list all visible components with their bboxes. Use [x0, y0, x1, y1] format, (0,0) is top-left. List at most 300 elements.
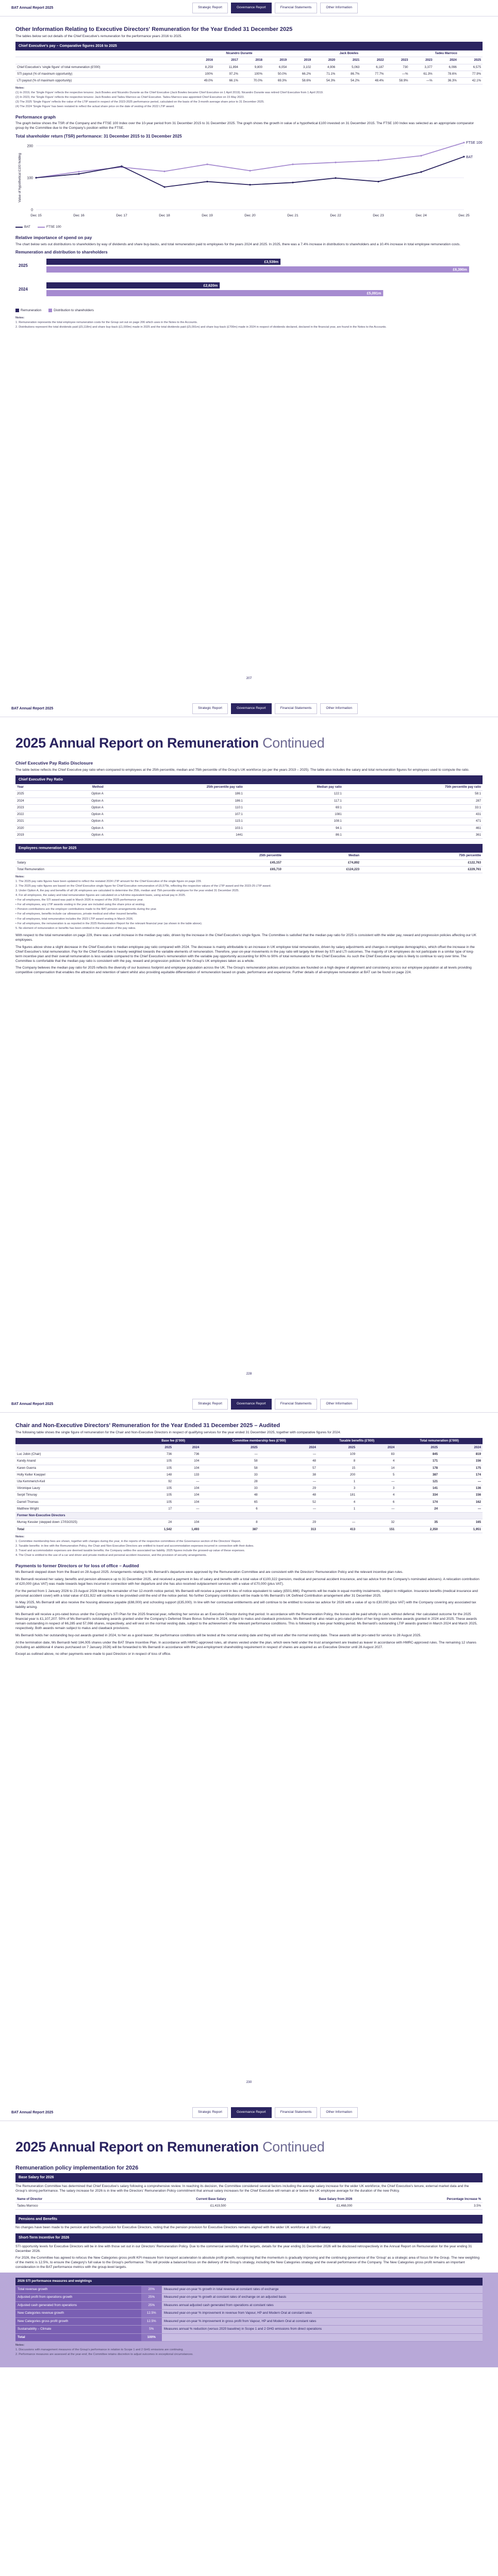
- page-230: [0, 1396, 498, 2105]
- note-line: Notes:: [15, 875, 25, 879]
- performance-graph-heading: Performance graph: [15, 114, 56, 120]
- table-header: [15, 784, 483, 791]
- year-header: 2020: [312, 57, 337, 64]
- table-cell: 181: [318, 1492, 357, 1499]
- table-cell: 6,054: [264, 64, 288, 71]
- data-point-bat: [121, 165, 122, 167]
- table-cell: 42.1%: [458, 78, 483, 84]
- table-cell: Option A: [51, 804, 105, 811]
- sti-text-1: STI opportunity levels for Executive Directors will be in line with those set out in our Directors' Remuneration Policy. Due to the commercial sensitivity of the targets, details for the year ending 31 December 2026 will be disclosed retrospectively in the Annual Report on Remuneration for the year ending 31 December 2026.: [15, 2244, 472, 2253]
- note-line: 2. Performance measures are assessed at the year-end; the Committee retains discretion to adjust outcomes in exceptional circumstances.: [15, 2353, 193, 2357]
- table-cell: 48: [201, 1492, 259, 1499]
- column-header: Current Base Salary: [113, 2196, 228, 2203]
- year-header: 2017: [214, 57, 240, 64]
- note-line: 5. No element of remuneration or benefits has been omitted in the calculation of the pay ratios.: [15, 926, 136, 930]
- table-cell: 77.9%: [458, 71, 483, 77]
- table-title: Chief Executive Pay Ratio: [15, 775, 483, 784]
- table-cell: 94:1: [244, 825, 343, 832]
- tab-governance-report[interactable]: Governance Report: [231, 1399, 272, 1410]
- table-cell: 104: [173, 1458, 201, 1465]
- table-cell: 1: [318, 1479, 357, 1485]
- y-axis-label: Value of hypothetical £100 holding: [18, 153, 22, 202]
- table-cell: 104: [173, 1485, 201, 1492]
- loss-of-office-text-2: Ms Bernardi received her salary, benefits and pension allowance up to 31 December 2025, and received a payment in lieu of salary and benefits with a total value of £100,322 (pension, medical and personal accident insurance, and tax advice from the Company's nominated advisers). A relocation contribution of £20,000 (plus VAT) was made towards legal fees incurred in connection with her departure and she has also received outplacement services with a value of £70,000 (plus VAT).: [15, 1577, 479, 1586]
- table-cell: 736: [146, 1451, 173, 1458]
- table-cell: —: [439, 1479, 483, 1485]
- table-row: [15, 78, 483, 84]
- table-cell: 2019: [15, 832, 51, 838]
- table-header: [15, 853, 483, 859]
- column-header: Median: [283, 853, 361, 859]
- table-row: [15, 811, 483, 818]
- table-cell: 171: [396, 1458, 439, 1465]
- table-cell: 104: [173, 1492, 201, 1499]
- table-cell: £124,223: [283, 866, 361, 873]
- report-brand: BAT Annual Report 2025: [11, 6, 54, 10]
- table-cell: 313: [259, 1526, 318, 1533]
- note-line: • For all employees, any LTIP awards vesting in the year are included using the share price at vesting.: [15, 903, 145, 907]
- data-point-bat: [420, 171, 422, 173]
- tab-other-information[interactable]: Other Information: [320, 2107, 358, 2118]
- remuneration-bar-chart: [15, 256, 483, 305]
- table-cell: 33: [201, 1471, 259, 1478]
- year-header: 2024: [357, 1444, 396, 1451]
- table-cell: —: [318, 1519, 357, 1526]
- sti-measures-table: [15, 2278, 483, 2342]
- measure-description: Measured year-on-year % improvement in gross profit from Vapour, HP and Modern Oral at constant rates: [162, 2317, 483, 2326]
- table-cell: 1,951: [439, 1526, 483, 1533]
- table-cell: 29: [259, 1519, 318, 1526]
- base-salary-table: [15, 2196, 483, 2210]
- measure-description: Measured year-on-year % growth at constant rates of exchange on an adjusted basis: [162, 2294, 483, 2302]
- year-header: 2019: [288, 57, 312, 64]
- table-cell: —: [259, 1451, 318, 1458]
- tab-other-information[interactable]: Other Information: [320, 3, 358, 13]
- pensions-text: No changes have been made to the pension and benefits provision for Executive Directors, noting that the pension provision for Executive Directors remains aligned with the wider UK workforce at 11% of salary.: [15, 2226, 331, 2230]
- section-tabs: [192, 703, 358, 714]
- table-cell: —: [439, 1505, 483, 1512]
- table-cell: 49.0%: [190, 78, 214, 84]
- table-row: [15, 2202, 483, 2209]
- table-cell: Option A: [51, 791, 105, 798]
- year-header: 2019: [264, 57, 288, 64]
- tab-other-information[interactable]: Other Information: [320, 703, 358, 714]
- data-point-ftse: [206, 163, 208, 165]
- year-header: 2024: [439, 1444, 483, 1451]
- table-row: [15, 64, 483, 71]
- loss-of-office-text-6: Ms Bernardi holds her outstanding buy-out awards granted in 2024, to her as a good leaver; the performance conditions will be tested at the normal vesting date and they will vest after the normal vesting date. These awards will be pro-rated for service to 28 August 2025.: [15, 1633, 422, 1637]
- measure-weight: 12.5%: [141, 2317, 162, 2326]
- table-cell: 2023: [15, 804, 51, 811]
- table-cell: —%: [385, 71, 409, 77]
- table-cell: Holly Keller Koeppel: [15, 1471, 146, 1478]
- table-cell: 8: [318, 1458, 357, 1465]
- table-cell: —: [259, 1479, 318, 1485]
- table-cell: 186:1: [105, 791, 244, 798]
- group-header: Base fee (£'000): [146, 1438, 201, 1445]
- table-cell: 4: [318, 1499, 357, 1505]
- note-line: Notes:: [15, 87, 25, 90]
- column-header: Year: [15, 784, 51, 791]
- table-cell: 819: [439, 1451, 483, 1458]
- table-cell: 65: [201, 1499, 259, 1505]
- table-cell: 57: [259, 1465, 318, 1471]
- table-cell: 4: [357, 1492, 396, 1499]
- table-row: [15, 832, 483, 838]
- measure-row: [15, 2326, 483, 2334]
- table-cell: 29: [259, 1485, 318, 1492]
- x-tick-label: Dec 21: [287, 214, 298, 218]
- table-cell: 471: [343, 818, 483, 825]
- table-cell: 730: [385, 64, 409, 71]
- group-header: Total remuneration (£'000): [396, 1438, 483, 1445]
- table-cell: £74,892: [283, 859, 361, 866]
- table-cell: 200: [318, 1471, 357, 1478]
- table-row: [15, 791, 483, 798]
- table-cell: Kandy Anand: [15, 1458, 146, 1465]
- table-cell: 104: [173, 1465, 201, 1471]
- table-cell: 148: [146, 1471, 173, 1478]
- relative-spend-heading: Relative importance of spend on pay: [15, 235, 92, 241]
- year-header: 2021: [337, 57, 361, 64]
- table-cell: —: [173, 1505, 201, 1512]
- table-row: [15, 798, 483, 804]
- data-point-bat: [335, 177, 336, 179]
- measure-row: [15, 2317, 483, 2326]
- remuneration-chart-title: Remuneration and distribution to shareholders: [15, 250, 108, 255]
- table-cell: 100%: [190, 71, 214, 77]
- table-cell: 6,575: [458, 64, 483, 71]
- table-cell: 736: [173, 1451, 201, 1458]
- table-cell: Option A: [51, 798, 105, 804]
- bar-distribution-label: £6,390m: [453, 268, 467, 272]
- column-header: Median pay ratio: [244, 784, 343, 791]
- table-cell: 413: [318, 1526, 357, 1533]
- y-tick-label: 200: [27, 144, 33, 148]
- table-cell: 33:1: [343, 804, 483, 811]
- section-tabs: [192, 1399, 358, 1410]
- note-line: 2. The 2025 pay ratio figures are based on the Chief Executive single figure for Chief Executive remuneration of £6,575k, reflecting the respective values of the LTIP award and the 2023-25 LTIP award.: [15, 885, 272, 888]
- year-header: 2024: [173, 1444, 201, 1451]
- x-tick-label: Dec 22: [330, 214, 341, 218]
- table-cell: 117:1: [244, 798, 343, 804]
- table-row: [15, 71, 483, 77]
- x-tick-label: Dec 17: [116, 214, 127, 218]
- table-cell: 162: [439, 1499, 483, 1505]
- table-row: [15, 1458, 483, 1465]
- loss-of-office-text-5: Ms Bernardi will receive a pro-rated bonus under the Company's STI Plan for the 2025 financial year, reflecting her service as an Executive Director during that period. In accordance with the Remuneration Policy, the bonus will be paid wholly in cash, without deferral. Her calculated outcome for the 2025 financial year is £1,107,207. 50% of Ms Bernardi's outstanding awards granted under the Company's Deferred Share Bonus Scheme in 2024, subject to malus and clawback provisions. Ms Bernardi will also retain a pro-rated portion of her long-term incentive awards granted in 2024 and 2025. These awards remain outstanding in respect of 66,285 and 57,066 shares, respectively, and will vest on the normal vesting date, subject to the achievement of the relevant performance conditions. This is followed by a two-year holding period. Ms Bernardi's outstanding LTIP awards granted in March 2024 and March 2025, respectively. Both awards remain subject to malus and clawback provisions.: [15, 1613, 477, 1630]
- loss-of-office-text-8: Except as outlined above, no other payments were made to past Directors or in respect of loss of office.: [15, 1652, 171, 1656]
- employee-remuneration-table: [15, 853, 483, 873]
- row-label: Chief Executive's 'single figure' of total remuneration (£'000): [15, 64, 190, 71]
- ceo-pay-comparative-table: [15, 50, 483, 84]
- note-line: 1. The 2025 pay ratio figures have been updated to reflect the restated 2024 LTIP amount for the Chief Executive of the single figure on page 229.: [15, 880, 202, 884]
- report-brand: BAT Annual Report 2025: [11, 2110, 54, 2114]
- table-cell: 3: [357, 1485, 396, 1492]
- table-cell: £229,761: [361, 866, 483, 873]
- ratio-commentary-1: With respect to the total remuneration on page 229, there was a small increase in the median pay ratio, driven by the increase in the Chief Executive's single figure. The Committee is satisfied that the median pay ratio for 2025 is consistent with the wider pay, reward and progression policies affecting our UK employees.: [15, 934, 477, 942]
- year-header: 2024: [259, 1444, 318, 1451]
- note-line: • For all employees, total remuneration includes the 2023 LTIP award vesting in March 2026.: [15, 917, 134, 921]
- data-point-bat: [463, 156, 464, 158]
- implementation-heading: Remuneration policy implementation for 2026: [15, 2165, 139, 2172]
- table-cell: 78.6%: [434, 71, 458, 77]
- tab-strategic-report[interactable]: Strategic Report: [192, 703, 228, 714]
- total-row: [15, 1526, 483, 1533]
- table-cell: 3: [318, 1485, 357, 1492]
- base-salary-text: The Remuneration Committee has determined that Chief Executive's salary following a comprehensive review. In reaching its decision, the Committee considered several factors including the average salary increase for the wider UK workforce, the Chief Executive's tenure, external market data and the Group's strong performance. The salary increase for 2026 is in line with the Directors' Remuneration Policy commitment that annual salary increases for the Chief Executive will remain at or below the UK employee average for the duration of the new Policy.: [15, 2184, 469, 2193]
- table-cell: 2025: [15, 791, 51, 798]
- data-point-bat: [163, 186, 165, 188]
- table-cell: 52: [259, 1499, 318, 1505]
- legend-distribution: Distribution to shareholders: [48, 309, 94, 313]
- table-cell: 141: [396, 1485, 439, 1492]
- table-cell: 92: [146, 1479, 173, 1485]
- note-line: Notes:: [15, 316, 25, 319]
- table-notes: [15, 87, 483, 109]
- table-cell: 58.9%: [385, 78, 409, 84]
- bar-legend: [15, 309, 483, 313]
- column-header: Name of Director: [15, 2196, 113, 2203]
- ratio-commentary-2: The figures above show a slight decrease in the Chief Executive to median employee pay ratio compared with 2024. The decrease is mainly attributable to an increase in UK employee total remuneration, driven by salary adjustments and changes in employee demographics, which offset the increase in the Chief Executive's total remuneration. Pay for the Chief Executive is heavily weighted towards the variable elements of remuneration. Therefore, year-on-year movements in the pay ratio will largely be driven by STI and LTI outcomes. The majority of UK employees do not participate in a similar type of long-term incentive plan and their overall remuneration is less variable compared to the Chief Executive's remuneration with the variable pay opportunity accounting for 80% to 90% of total remuneration for the Chief Executive. As such the Chief Executive pay ratio is likely to continue to vary over time. The Committee is comfortable that the median pay ratio is consistent with the pay, reward and progression policies for the Group's UK employees taken as a whole.: [15, 945, 475, 963]
- table-cell: 387: [201, 1526, 259, 1533]
- table-cell: 11,894: [214, 64, 240, 71]
- table-cell: 105: [146, 1499, 173, 1505]
- table-cell: 121: [396, 1479, 439, 1485]
- data-point-ftse: [249, 170, 251, 172]
- table-row: [15, 859, 483, 866]
- table-cell: 175: [439, 1465, 483, 1471]
- top-navigation: [0, 0, 498, 16]
- year-header: 2025: [458, 57, 483, 64]
- table-cell: 58:1: [343, 791, 483, 798]
- table-cell: 156: [439, 1458, 483, 1465]
- table-cell: 3.5%: [354, 2202, 483, 2209]
- note-line: 1. Remuneration represents the total employee remuneration costs for the Group set out on page 206 which uses in the Notes to the Accounts.: [15, 320, 198, 324]
- table-title: Chief Executive's pay – Comparative figures 2016 to 2025: [15, 42, 483, 50]
- table-row: [15, 818, 483, 825]
- bar-year-label: 2024: [19, 287, 28, 292]
- table-cell: 54.3%: [312, 78, 337, 84]
- page-title: 2025 Annual Report on Remuneration Continued: [15, 735, 325, 751]
- table-cell: Karen Guerra: [15, 1465, 146, 1471]
- series-line-ftse: [36, 143, 464, 178]
- year-header: 2023: [410, 57, 434, 64]
- measure-weight: 20%: [141, 2285, 162, 2294]
- year-header: 2016: [190, 57, 214, 64]
- table-notes: [15, 2344, 483, 2357]
- note-line: (4) The 2024 'Single Figure' has been restated to reflect the actual share price on the date of vesting of the 2022 LTIP award.: [15, 105, 175, 109]
- bar-year-label: 2025: [19, 263, 28, 268]
- chart-legend: [15, 225, 483, 230]
- tab-other-information[interactable]: Other Information: [320, 1399, 358, 1410]
- note-line: Notes:: [15, 1535, 25, 1538]
- table-notes: [15, 875, 483, 930]
- year-header: 2025: [146, 1444, 173, 1451]
- table-header: 2026 STI performance measures and weightings: [15, 2278, 483, 2285]
- performance-graph-text: The graph below shows the TSR of the Company and the FTSE 100 Index over the 10-year period from 31 December 2015 to 31 December 2025. The graph shows the growth in value of a hypothetical £100 invested on 31 December 2015. The FTSE 100 Index was selected as an appropriate comparator group by the Committee due to the Company's position within the FTSE.: [15, 122, 474, 130]
- table-cell: 165: [439, 1519, 483, 1526]
- bar-remuneration: [46, 259, 280, 265]
- tab-financial-statements[interactable]: Financial Statements: [275, 1399, 318, 1410]
- table-cell: 2022: [15, 811, 51, 818]
- measure-row: [15, 2285, 483, 2294]
- table-row: [15, 1519, 483, 1526]
- table-header: [15, 2196, 483, 2203]
- section-title: Chair and Non-Executive Directors' Remuneration for the Year Ended 31 December 2025 – Audited: [15, 1422, 280, 1429]
- table-cell: 15: [318, 1465, 357, 1471]
- table-title: Employees remuneration for 2025: [15, 844, 483, 853]
- data-point-ftse: [420, 155, 422, 157]
- column-header: 25th percentile: [161, 853, 283, 859]
- bar-remuneration: [46, 282, 220, 289]
- year-header: 2025: [318, 1444, 357, 1451]
- table-cell: 4: [357, 1458, 396, 1465]
- table-cell: 151: [357, 1526, 396, 1533]
- table-cell: 8: [201, 1519, 259, 1526]
- table-row: [15, 804, 483, 811]
- report-brand: BAT Annual Report 2025: [11, 706, 54, 710]
- x-tick-label: Dec 18: [159, 214, 170, 218]
- measure-label: Sustainability – Climate: [15, 2326, 141, 2334]
- tab-strategic-report[interactable]: Strategic Report: [192, 1399, 228, 1410]
- tab-financial-statements[interactable]: Financial Statements: [275, 703, 318, 714]
- year-header: 2022: [361, 57, 385, 64]
- loss-of-office-text-3: For the period from 1 January 2026 to 23 August 2026 being the remainder of her 12-month notice period, Ms Bernardi will receive a payment in lieu of notice equivalent to salary (£501,666). Payments will be made in equal monthly instalments, subject to mitigation. Insurance benefits (medical insurance and personal accident cover) with a total value of £31,922 will continue to be provided until the end of the notice period. No further Company contributions will be made to Ms Bernardi's UK Defined Contribution arrangement after 31 December 2025.: [15, 1589, 478, 1598]
- group-nicandro: Nicandro Durante: [190, 50, 288, 57]
- page-number: 230: [246, 2080, 252, 2084]
- intro-text: The tables below set out details of the Chief Executive's remuneration for the performance years 2016 to 2025.: [15, 34, 182, 38]
- note-line: • For all employees, the remuneration is as reported in the 2025 Remuneration Report for the relevant financial year (as shown in the table above).: [15, 922, 203, 925]
- measure-weight: 25%: [141, 2294, 162, 2302]
- measure-description: Measured year-on-year % growth in total revenue at constant rates of exchange: [162, 2285, 483, 2294]
- measure-row: [15, 2310, 483, 2318]
- tab-financial-statements[interactable]: Financial Statements: [275, 2107, 318, 2118]
- measure-label: New Categories gross profit growth: [15, 2317, 141, 2326]
- table-cell: 1441: [105, 832, 244, 838]
- x-tick-label: Dec 15: [30, 214, 42, 218]
- table-cell: 100%: [240, 71, 264, 77]
- measure-description: Measures annual % reduction (versus 2020 baseline) in Scope 1 and 2 GHG emissions from direct operations: [162, 2326, 483, 2334]
- column-header: Method: [51, 784, 105, 791]
- note-line: • For all employees, benefits include car allowances, private medical and other insured benefits.: [15, 912, 138, 916]
- table-cell: Serpil Timuray: [15, 1492, 146, 1499]
- tab-strategic-report[interactable]: Strategic Report: [192, 2107, 228, 2118]
- table-cell: 2020: [15, 825, 51, 832]
- year-header: 2025: [201, 1444, 259, 1451]
- table-cell: Véronique Laury: [15, 1485, 146, 1492]
- tab-strategic-report[interactable]: Strategic Report: [192, 3, 228, 13]
- data-point-bat: [377, 181, 379, 182]
- table-row: [15, 1471, 483, 1478]
- measure-label: Adjusted profit from operations growth: [15, 2294, 141, 2302]
- sti-bar: Short-Term Incentive for 2026: [15, 2233, 483, 2242]
- data-point-ftse: [292, 163, 293, 165]
- pay-ratio-heading: Chief Executive Pay Ratio Disclosure: [15, 760, 93, 766]
- tab-governance-report[interactable]: Governance Report: [231, 2107, 272, 2118]
- measure-description: Measured year-on-year % improvement in revenue from Vapour, HP and Modern Oral at constant rates: [162, 2310, 483, 2318]
- table-cell: 48: [259, 1458, 318, 1465]
- table-cell: 287: [343, 798, 483, 804]
- tab-financial-statements[interactable]: Financial Statements: [275, 3, 318, 13]
- table-cell: 32: [357, 1519, 396, 1526]
- table-row: [15, 1485, 483, 1492]
- x-tick-label: Dec 20: [244, 214, 256, 218]
- table-cell: 48.4%: [361, 78, 385, 84]
- bar-distribution: [46, 266, 469, 273]
- table-cell: 105: [146, 1458, 173, 1465]
- note-line: 2. Taxable benefits: in line with the Remuneration Policy, the Chair and Non-Executive Directors are entitled to travel and accommodation expenses incurred in connection with their duties.: [15, 1544, 254, 1548]
- y-tick-label: 100: [27, 176, 33, 180]
- table-cell: 70.0%: [240, 78, 264, 84]
- tab-governance-report[interactable]: Governance Report: [231, 703, 272, 714]
- table-cell: 334: [396, 1492, 439, 1499]
- note-line: (2) In 2023, the 'Single Figure' reflects the respective tenures: Jack Bowles and Tadeu Marroco as Chief Executive. Tadeu Marroco was appointed Chief Executive on 15 May 2023.: [15, 96, 245, 99]
- data-point-bat: [292, 182, 293, 183]
- table-cell: 58: [201, 1465, 259, 1471]
- note-line: (1) In 2019, the 'Single Figure' reflects the respective tenures: Jack Bowles and Nicandro Durante as the Chief Executive (Jack Bowles became Chief Executive on 1 April 2019). Nicandro Durante was retired Chief Executive from 1 April 2019.: [15, 91, 324, 95]
- tab-governance-report[interactable]: Governance Report: [231, 3, 272, 13]
- top-navigation: [0, 2105, 498, 2121]
- table-cell: 156: [439, 1492, 483, 1499]
- table-cell: 4,906: [312, 64, 337, 71]
- table-cell: 54.2%: [337, 78, 361, 84]
- table-cell: 5: [357, 1471, 396, 1478]
- sti-measures-panel: [0, 2273, 498, 2367]
- table-cell: 103:1: [105, 825, 244, 832]
- table-cell: 133: [173, 1471, 201, 1478]
- data-point-ftse: [78, 171, 79, 173]
- table-cell: 108:1: [244, 818, 343, 825]
- table-cell: 174: [396, 1499, 439, 1505]
- table-cell: Matthew Wright: [15, 1505, 146, 1512]
- section-title: Other Information Relating to Executive Directors' Remuneration for the Year Ended 31 December 2025: [15, 26, 293, 32]
- table-cell: 61.3%: [410, 71, 434, 77]
- column-header: [15, 853, 161, 859]
- year-header: 2023: [385, 57, 409, 64]
- table-cell: 33: [201, 1485, 259, 1492]
- table-row: [15, 1465, 483, 1471]
- intro-text: The following table shows the single figure of remuneration for the Chair and Non-Executive Directors in respect of qualifying services for the year ended 31 December 2025, together with comparative figures for 2024.: [15, 1430, 341, 1434]
- row-label: STI payout (% of maximum opportunity): [15, 71, 190, 77]
- measure-row: [15, 2301, 483, 2310]
- table-cell: 104: [173, 1519, 201, 1526]
- group-tadeu: Tadeu Marroco: [410, 50, 483, 57]
- ned-remuneration-table: [15, 1438, 483, 1533]
- x-tick-label: Dec 19: [202, 214, 213, 218]
- column-header: Base Salary from 2026: [227, 2196, 354, 2203]
- note-line: Notes:: [15, 2344, 25, 2347]
- total-row: Total 100%: [15, 2333, 483, 2342]
- table-cell: 77.7%: [361, 71, 385, 77]
- data-point-ftse: [163, 171, 165, 172]
- table-row: [15, 1505, 483, 1512]
- table-cell: 461: [343, 825, 483, 832]
- section-tabs: [192, 3, 358, 13]
- data-point-ftse: [335, 162, 336, 163]
- table-cell: Luc Jobin (Chair): [15, 1451, 146, 1458]
- table-cell: 83: [357, 1451, 396, 1458]
- column-header: Percentage Increase %: [354, 2196, 483, 2203]
- legend-remuneration: Remuneration: [15, 309, 41, 313]
- table-row: [15, 1451, 483, 1458]
- table-cell: —: [173, 1479, 201, 1485]
- table-cell: 104: [173, 1499, 201, 1505]
- table-cell: 50.0%: [264, 71, 288, 77]
- year-header: 2018: [240, 57, 264, 64]
- table-cell: 66.2%: [288, 71, 312, 77]
- top-navigation: [0, 701, 498, 717]
